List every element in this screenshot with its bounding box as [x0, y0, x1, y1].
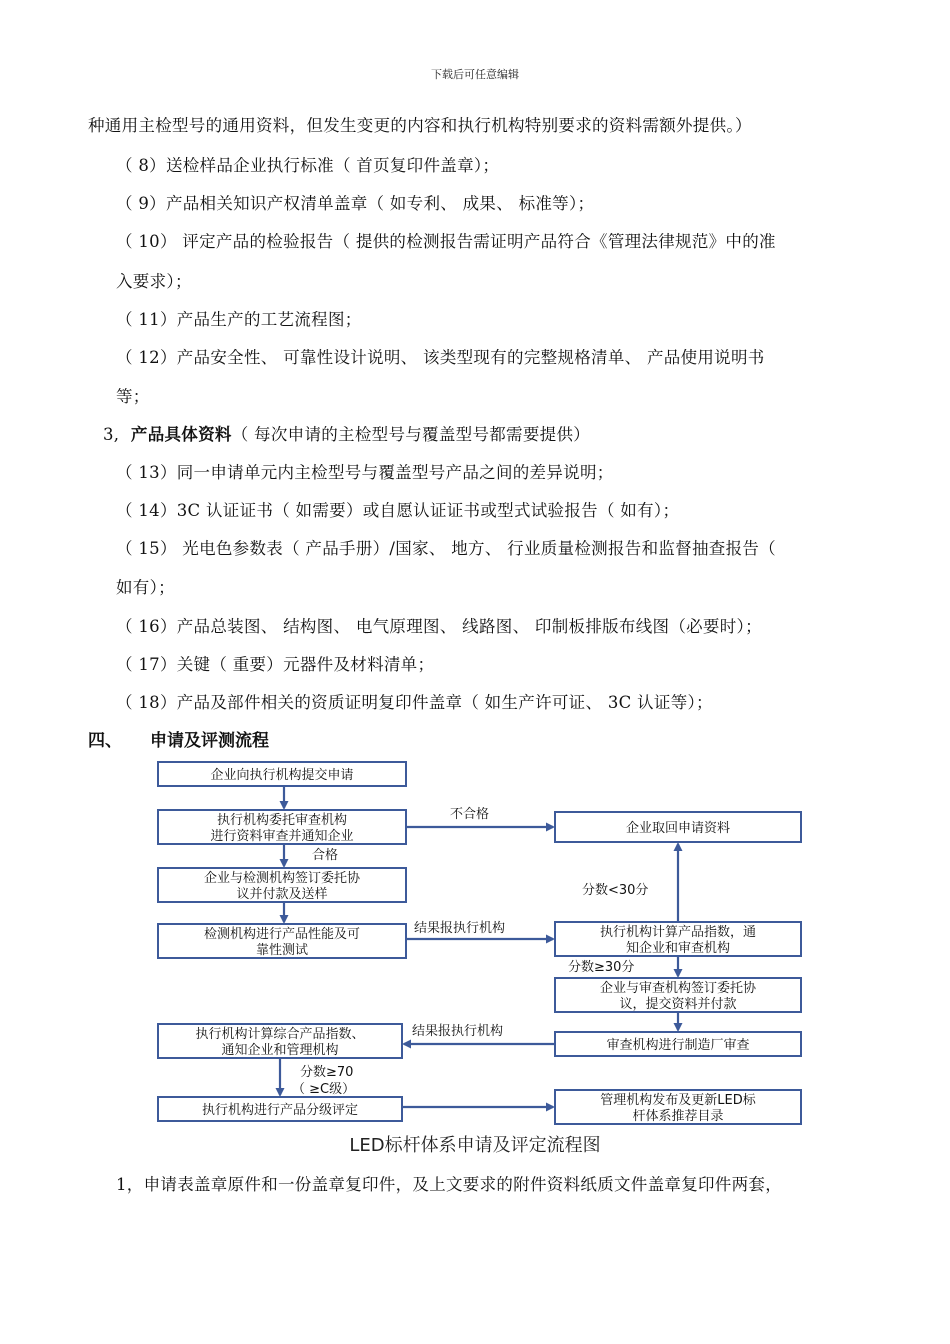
flow-box-product-index — [555, 922, 801, 956]
svg-text:靠性测试: 靠性测试 — [255, 943, 309, 958]
page-header: 下载后可任意编辑 — [431, 68, 519, 81]
label-score-ge30: 分数≥30分 — [568, 960, 635, 975]
section-heading — [88, 726, 269, 751]
item-3-note: （ 每次申请的主检型号与覆盖型号都需要提供） — [231, 425, 591, 444]
label-grade-c: （ ≥C级） — [292, 1082, 356, 1097]
list-item-1: 1，申请表盖章原件和一份盖章复印件，及上文要求的附件资料纸质文件盖章复印件两套， — [116, 1175, 782, 1194]
flow-box-publish — [555, 1090, 801, 1124]
flow-box-grading — [158, 1097, 402, 1121]
figure-caption: LED标杆体系申请及评定流程图 — [349, 1135, 601, 1156]
svg-text:企业取回申请资料: 企业取回申请资料 — [625, 821, 731, 836]
list-item-14: （ 14）3C 认证证书（ 如需要）或自愿认证证书或型式试验报告（ 如有）； — [116, 501, 680, 520]
item-3-title: 产品具体资料 — [130, 425, 232, 444]
svg-text:议，提交资料并付款: 议，提交资料并付款 — [619, 997, 737, 1012]
flow-box-composite-index — [158, 1024, 402, 1058]
svg-text:议并付款及送样: 议并付款及送样 — [236, 887, 328, 902]
svg-text:执行机构计算产品指数，通: 执行机构计算产品指数，通 — [599, 925, 757, 940]
list-item-17: （ 17）关键（ 重要）元器件及材料清单； — [116, 655, 435, 674]
flowchart — [150, 756, 810, 1126]
label-fail: 不合格 — [450, 807, 490, 822]
svg-text:进行资料审查并通知企业: 进行资料审查并通知企业 — [210, 829, 354, 844]
label-pass: 合格 — [312, 848, 339, 863]
list-item-12: （ 12）产品安全性、 可靠性设计说明、 该类型现有的完整规格清单、 产品使用说明书 — [116, 348, 765, 367]
text-line: 种通用主检型号的通用资料，但发生变更的内容和执行机构特别要求的资料需额外提供。） — [88, 116, 752, 135]
svg-text:杆体系推荐目录: 杆体系推荐目录 — [632, 1109, 724, 1124]
svg-text:企业与审查机构签订委托协: 企业与审查机构签订委托协 — [599, 981, 757, 996]
flow-box-testing — [158, 924, 406, 958]
section-title: 申请及评测流程 — [150, 731, 269, 751]
label-report-1: 结果报执行机构 — [414, 921, 506, 936]
list-item-10-cont: 入要求）； — [116, 272, 192, 291]
list-item-15: （ 15） 光电色参数表（ 产品手册）/国家、 地方、 行业质量检测报告和监督抽查报告（ — [116, 539, 776, 558]
list-item-15-cont: 如有）； — [116, 578, 175, 597]
list-item-11: （ 11）产品生产的工艺流程图； — [116, 310, 362, 329]
flow-box-test-contract — [158, 868, 406, 902]
svg-text:检测机构进行产品性能及可: 检测机构进行产品性能及可 — [203, 927, 361, 942]
flow-box-audit-contract — [555, 978, 801, 1012]
section-number: 四、 — [88, 731, 122, 751]
svg-text:企业与检测机构签订委托协: 企业与检测机构签订委托协 — [203, 871, 361, 886]
list-item-13: （ 13）同一申请单元内主检型号与覆盖型号产品之间的差异说明； — [116, 463, 614, 482]
flow-box-review — [158, 810, 406, 844]
flow-box-submit — [158, 762, 406, 786]
svg-text:管理机构发布及更新LED标: 管理机构发布及更新LED标 — [600, 1093, 756, 1108]
item-3-number: 3, — [103, 425, 120, 444]
list-item-8: （ 8）送检样品企业执行标准（ 首页复印件盖章）； — [116, 156, 500, 175]
svg-text:执行机构计算综合产品指数、: 执行机构计算综合产品指数、 — [195, 1027, 365, 1042]
item-3-heading — [103, 421, 590, 445]
list-item-10: （ 10） 评定产品的检验报告（ 提供的检测报告需证明产品符合《管理法律规范》中的准 — [116, 232, 776, 251]
svg-text:执行机构进行产品分级评定: 执行机构进行产品分级评定 — [201, 1103, 359, 1118]
list-item-18: （ 18）产品及部件相关的资质证明复印件盖章（ 如生产许可证、 3C 认证等）； — [116, 693, 713, 712]
flow-box-withdraw — [555, 812, 801, 842]
svg-text:审查机构进行制造厂审查: 审查机构进行制造厂审查 — [606, 1038, 750, 1053]
svg-text:知企业和审查机构: 知企业和审查机构 — [625, 941, 731, 956]
svg-text:企业向执行机构提交申请: 企业向执行机构提交申请 — [210, 768, 354, 783]
label-report-2: 结果报执行机构 — [412, 1024, 504, 1039]
list-item-12-cont: 等； — [116, 387, 150, 406]
svg-text:通知企业和管理机构: 通知企业和管理机构 — [221, 1043, 339, 1058]
flow-box-factory-audit — [555, 1032, 801, 1056]
label-score-ge70: 分数≥70 — [300, 1065, 354, 1080]
svg-text:执行机构委托审查机构: 执行机构委托审查机构 — [216, 813, 348, 828]
list-item-9: （ 9）产品相关知识产权清单盖章（ 如专利、 成果、 标准等）； — [116, 194, 595, 213]
label-score-lt30: 分数<30分 — [582, 883, 649, 898]
list-item-16: （ 16）产品总装图、 结构图、 电气原理图、 线路图、 印制板排版布线图（必要时）； — [116, 617, 762, 636]
